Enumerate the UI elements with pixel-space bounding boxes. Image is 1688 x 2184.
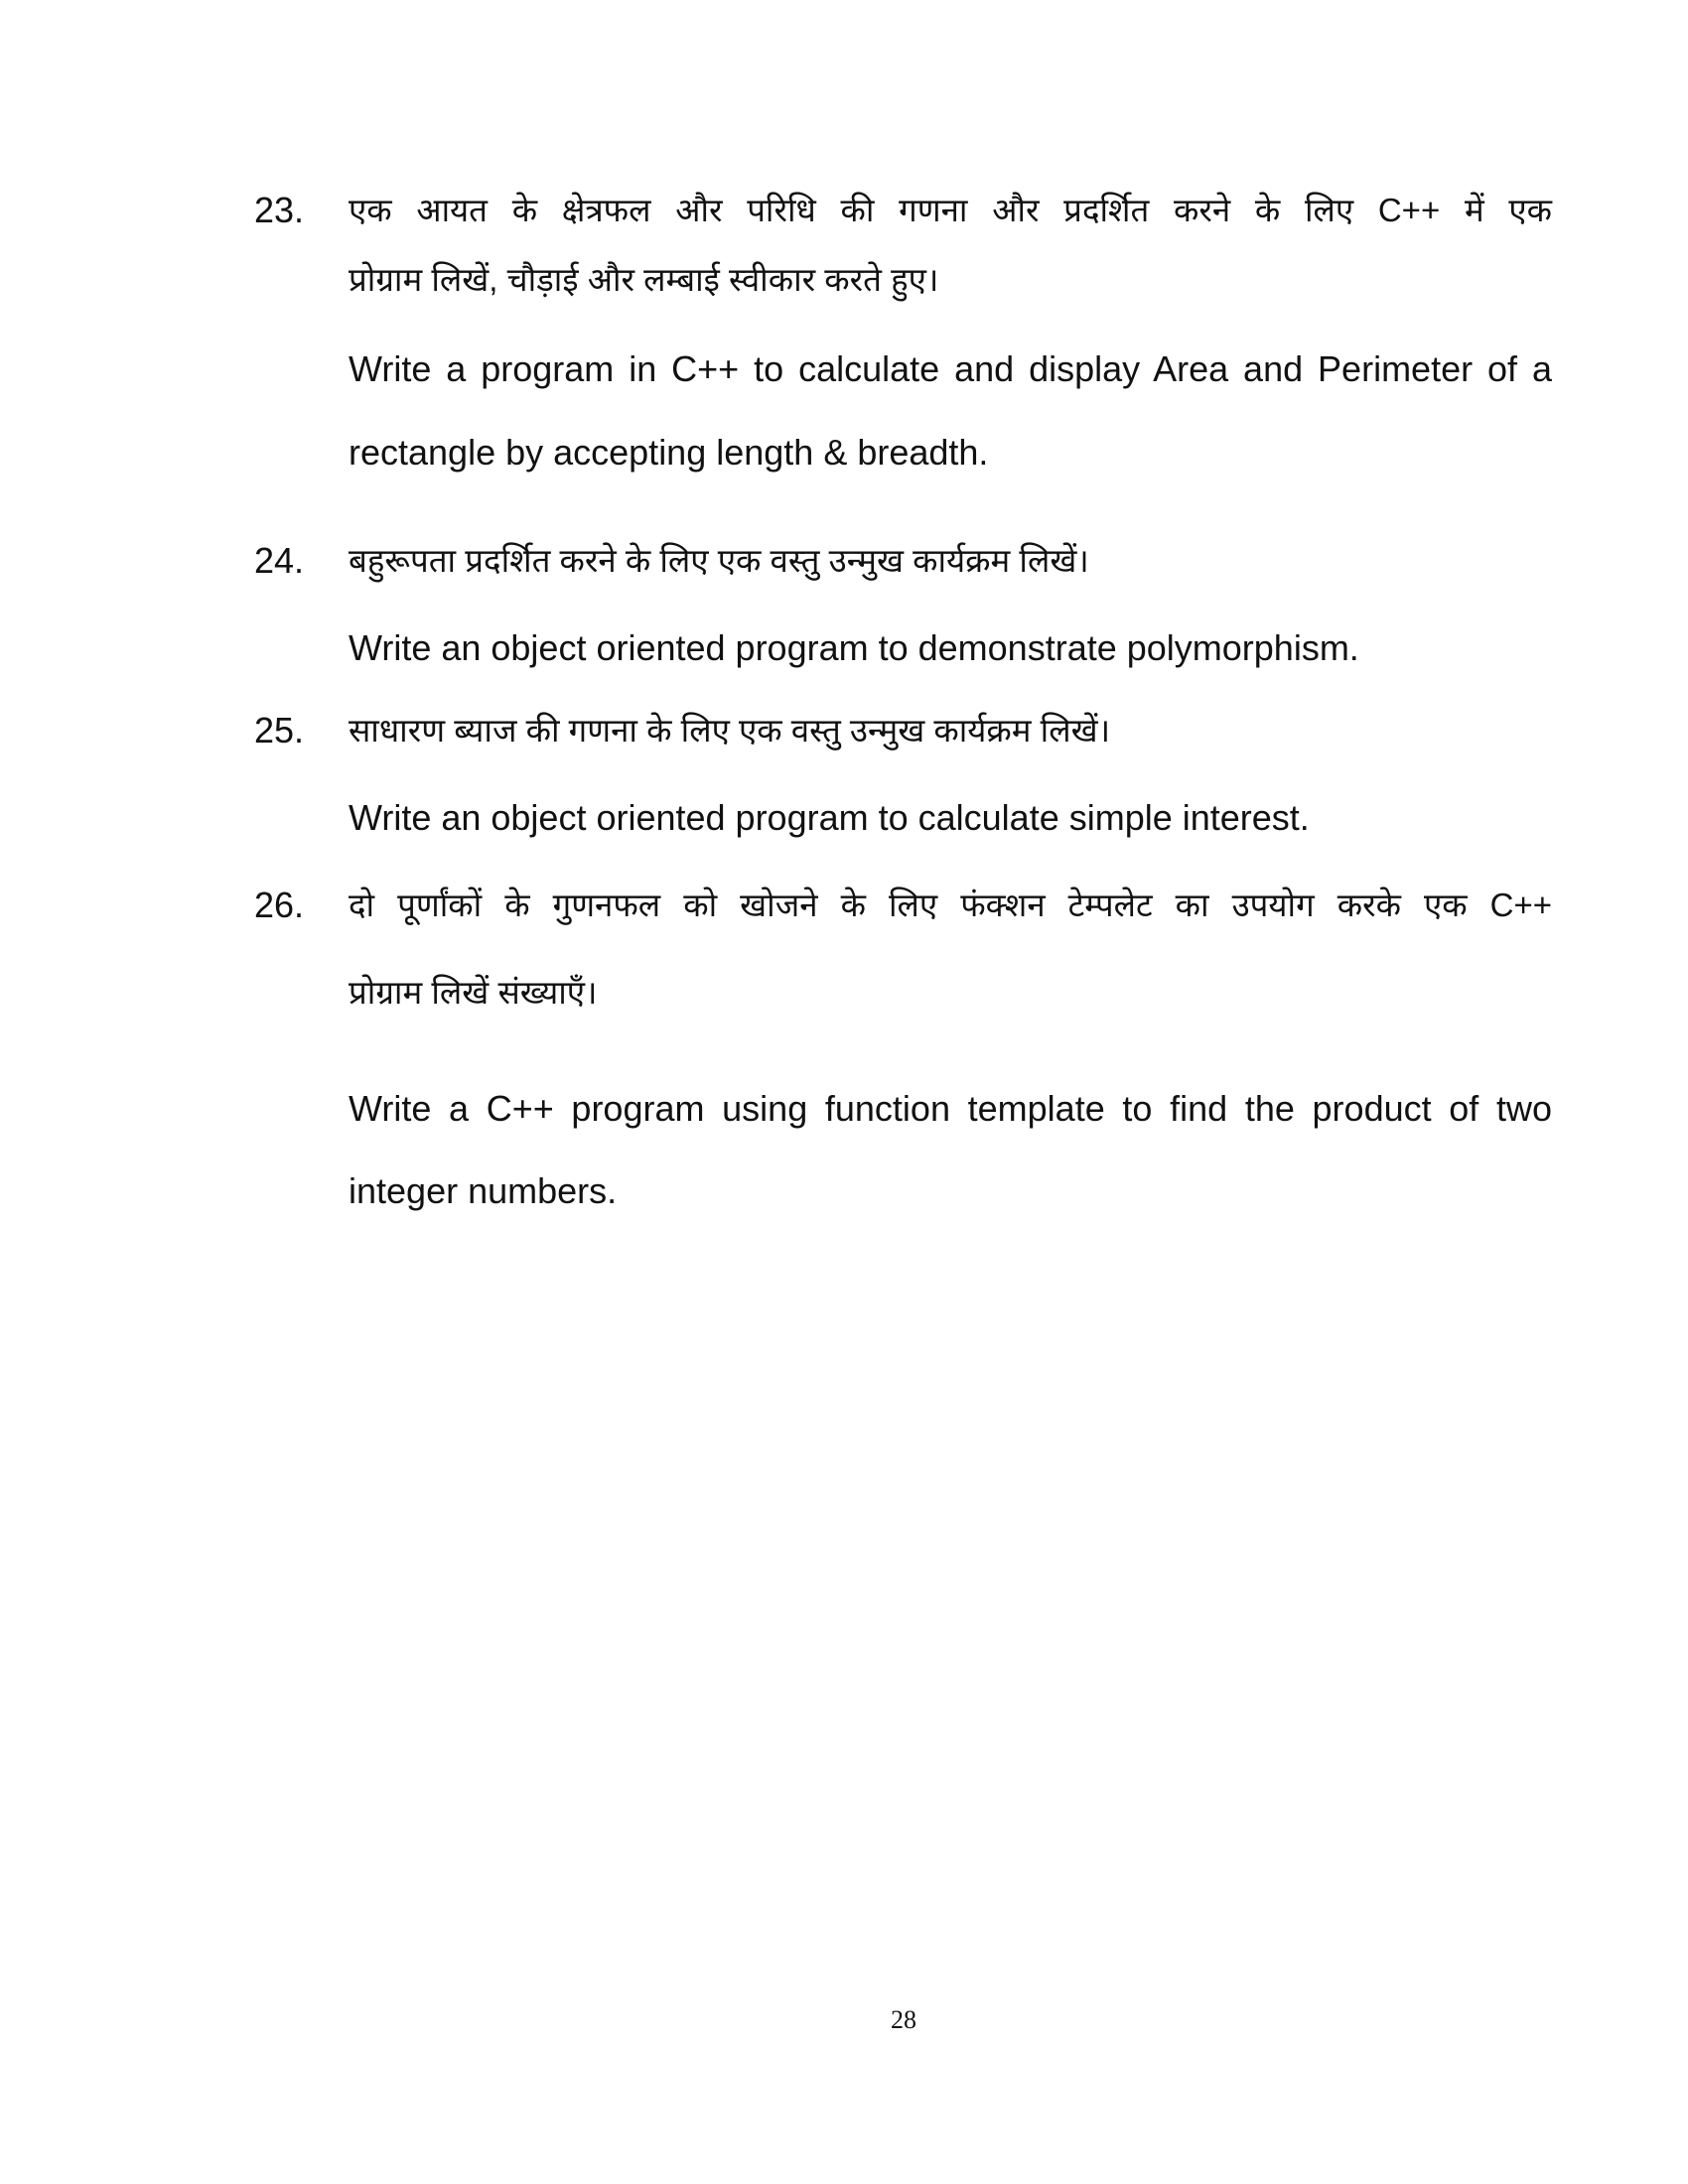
question-hindi-line: दो पूर्णांकों के गुणनफल को खोजने के लिए फंक्शन टेम्पलेट का उपयोग करके एक C++ [349,887,1552,923]
question-hindi-line: प्रोग्राम लिखें, चौड़ाई और लम्बाई स्वीकार करते हुए। [349,261,939,298]
question-english-line: Write a C++ program using function template to find the product of two [349,1088,1552,1129]
page-number: 28 [891,2005,916,2034]
question-number: 24. [254,540,305,581]
question-hindi-line: बहुरूपता प्रदर्शित करने के लिए एक वस्तु उन्मुख कार्यक्रम लिखें। [349,542,1089,579]
question-english-line: rectangle by accepting length & breadth. [349,432,989,473]
question-number: 26. [254,885,305,925]
question-hindi-line: एक आयत के क्षेत्रफल और परिधि की गणना और प्रदर्शित करने के लिए C++ में एक [349,192,1552,228]
question-number: 23. [254,190,305,230]
question-english-line: Write a program in C++ to calculate and display Area and Perimeter of a [349,348,1552,389]
question-hindi-line: प्रोग्राम लिखें संख्याएँ। [349,974,598,1011]
question-english-line: Write an object oriented program to calculate simple interest. [349,797,1310,838]
question-hindi-line: साधारण ब्याज की गणना के लिए एक वस्तु उन्मुख कार्यक्रम लिखें। [349,712,1111,749]
question-english-line: Write an object oriented program to demonstrate polymorphism. [349,627,1359,668]
question-number: 25. [254,710,305,751]
question-english-line: integer numbers. [349,1170,618,1211]
